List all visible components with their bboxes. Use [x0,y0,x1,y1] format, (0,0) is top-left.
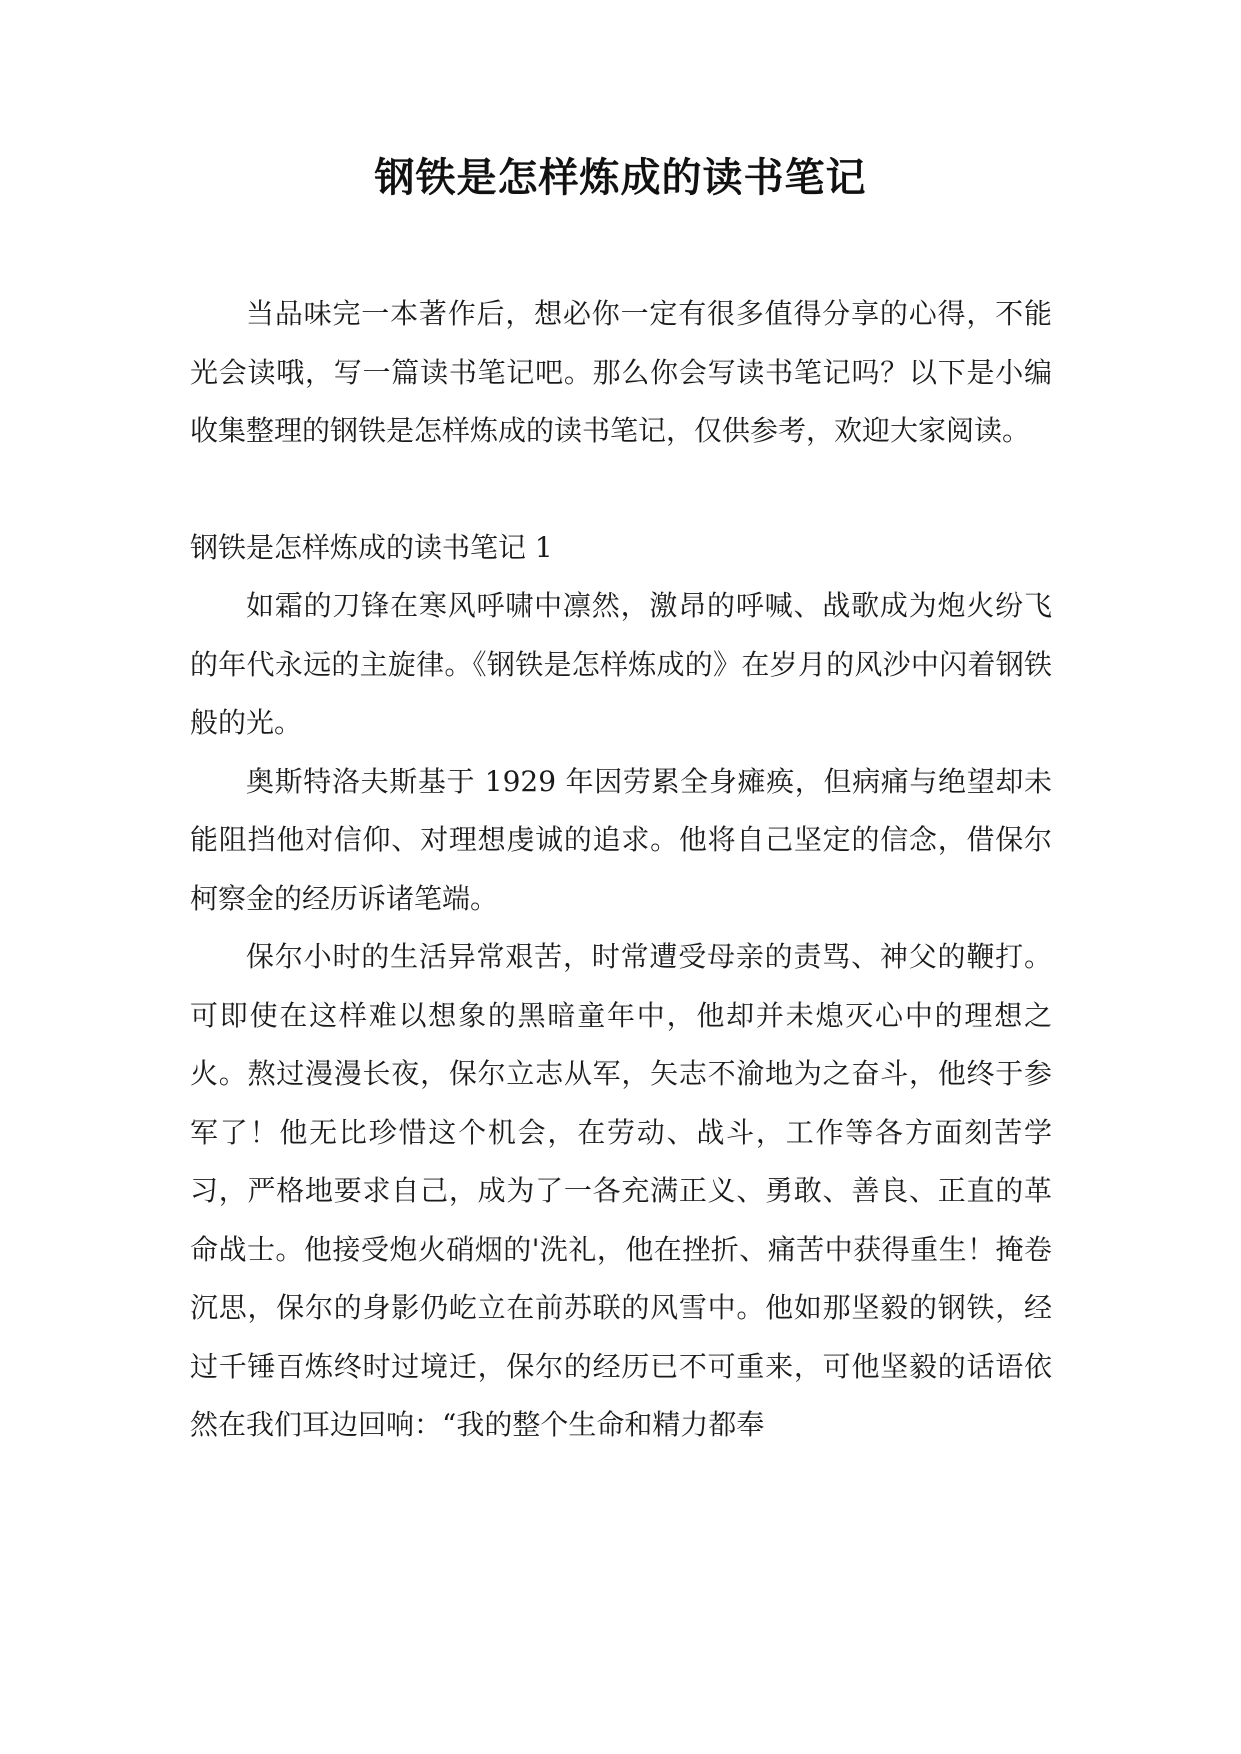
body-paragraph-1: 如霜的刀锋在寒风呼啸中凛然，激昂的呼喊、战歌成为炮火纷飞的年代永远的主旋律。《钢铁是怎样炼成的》在岁月的风沙中闪着钢铁般的光。 [190,589,1052,739]
intro-paragraph: 当品味完一本著作后，想必你一定有很多值得分享的心得，不能光会读哦，写一篇读书笔记吧。那么你会写读书笔记吗？以下是小编收集整理的钢铁是怎样炼成的读书笔记，仅供参考，欢迎大家阅读。 [190,297,1052,447]
document-body [190,285,1052,1455]
document-title: 钢铁是怎样炼成的读书笔记 [374,155,867,201]
section-heading: 钢铁是怎样炼成的读书笔记 1 [190,530,553,564]
body-paragraph-2: 奥斯特洛夫斯基于 1929 年因劳累全身瘫痪，但病痛与绝望却未能阻挡他对信仰、对理想虔诚的追求。他将自己坚定的信念，借保尔柯察金的经历诉诸笔端。 [190,764,1052,915]
body-paragraph-3: 保尔小时的生活异常艰苦，时常遭受母亲的责骂、神父的鞭打。可即使在这样难以想象的黑暗童年中，他却并未熄灭心中的理想之火。熬过漫漫长夜，保尔立志从军，矢志不渝地为之奋斗，他终于参军了！他无比珍惜这个机会，在劳动、战斗，工作等各方面刻苦学习，严格地要求自己，成为了一各充满正义、勇敢、善良、正直的革命战士。他接受炮火硝烟的'洗礼，他在挫折、痛苦中获得重生！掩卷沉思，保尔的身影仍屹立在前苏联的风雪中。他如那坚毅的钢铁，经过千锤百炼终时过境迁，保尔的经历已不可重来，可他坚毅的话语依然在我们耳边回响：“我的整个生命和精力都奉 [190,940,1052,1441]
